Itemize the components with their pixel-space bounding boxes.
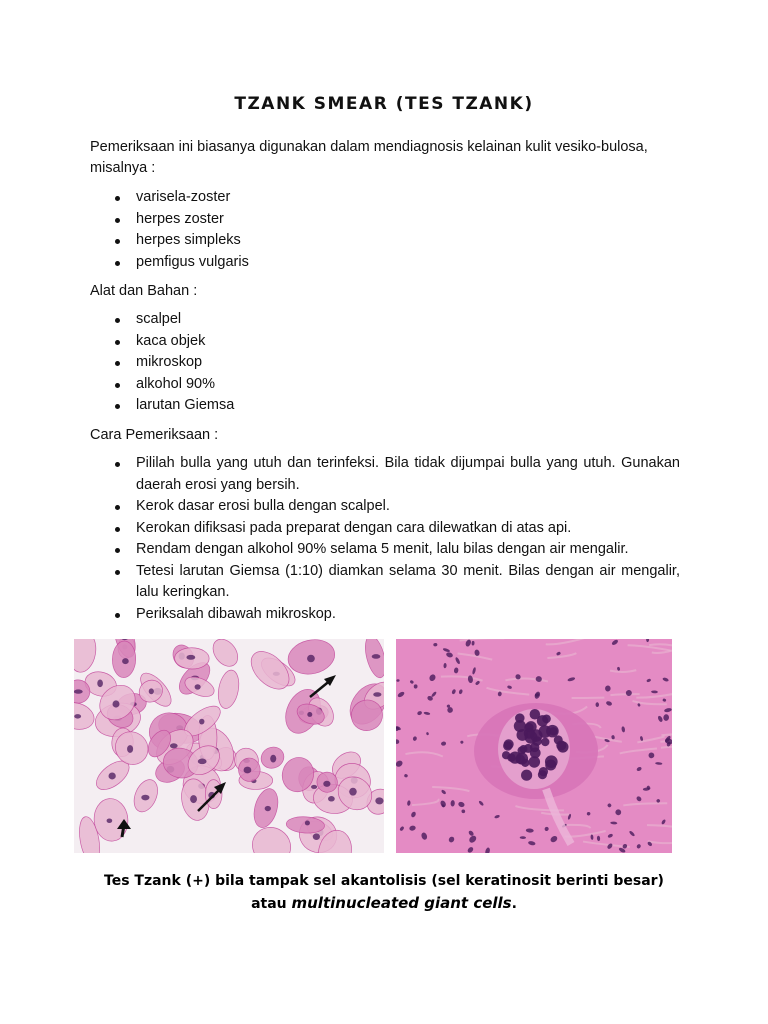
list-item: Periksalah dibawah mikroskop.: [90, 604, 680, 626]
materials-label: Alat dan Bahan :: [90, 283, 198, 299]
bullet-icon: [115, 505, 120, 510]
procedure-label: Cara Pemeriksaan :: [90, 427, 219, 443]
list-item: pemfigus vulgaris: [90, 252, 680, 274]
figure-caption: [0, 870, 768, 915]
micrograph-acantholytic-cells: [74, 639, 384, 853]
list-item: alkohol 90%: [90, 374, 680, 396]
disease-list: [90, 187, 680, 273]
list-item: herpes simpleks: [90, 230, 680, 252]
list-item: Rendam dengan alkohol 90% selama 5 menit, lalu bilas dengan air mengalir.: [90, 539, 680, 561]
bullet-icon: [115, 218, 120, 223]
bullet-icon: [115, 570, 120, 575]
list-item: Tetesi larutan Giemsa (1:10) diamkan selama 30 menit. Bilas dengan air mengalir, lalu keringkan.: [90, 561, 680, 604]
list-item: Kerokan difiksasi pada preparat dengan cara dilewatkan di atas api.: [90, 518, 680, 540]
bullet-icon: [115, 527, 120, 532]
bullet-icon: [115, 383, 120, 388]
bullet-icon: [115, 318, 120, 323]
caption-emphasis: multinucleated giant cells: [291, 894, 512, 912]
micrograph-giant-cell: [396, 639, 672, 853]
bullet-icon: [115, 404, 120, 409]
acantholytic-cells-image: [74, 639, 384, 853]
giant-cell-image: [396, 639, 672, 853]
bullet-icon: [115, 196, 120, 201]
list-item: Kerok dasar erosi bulla dengan scalpel.: [90, 496, 680, 518]
bullet-icon: [115, 462, 120, 467]
intro-paragraph: Pemeriksaan ini biasanya digunakan dalam mendiagnosis kelainan kulit vesiko-bulosa, misalnya :: [90, 139, 648, 176]
bullet-icon: [115, 613, 120, 618]
bullet-icon: [115, 361, 120, 366]
list-item: scalpel: [90, 309, 680, 331]
procedure-list: [90, 453, 680, 625]
bullet-icon: [115, 548, 120, 553]
bullet-icon: [115, 261, 120, 266]
list-item: herpes zoster: [90, 209, 680, 231]
materials-list: [90, 309, 680, 417]
list-item: kaca objek: [90, 331, 680, 353]
list-item: Pililah bulla yang utuh dan terinfeksi. Bila tidak dijumpai bulla yang utuh. Gunakan daerah erosi yang bersih.: [90, 453, 680, 496]
list-item: mikroskop: [90, 352, 680, 374]
caption-line-2: atau multinucleated giant cells.: [251, 894, 517, 912]
list-item: larutan Giemsa: [90, 395, 680, 417]
bullet-icon: [115, 239, 120, 244]
page-title: TZANK SMEAR (TES TZANK): [234, 94, 534, 114]
list-item: varisela-zoster: [90, 187, 680, 209]
caption-line-1: Tes Tzank (+) bila tampak sel akantolisis (sel keratinosit berinti besar): [104, 873, 664, 889]
bullet-icon: [115, 340, 120, 345]
